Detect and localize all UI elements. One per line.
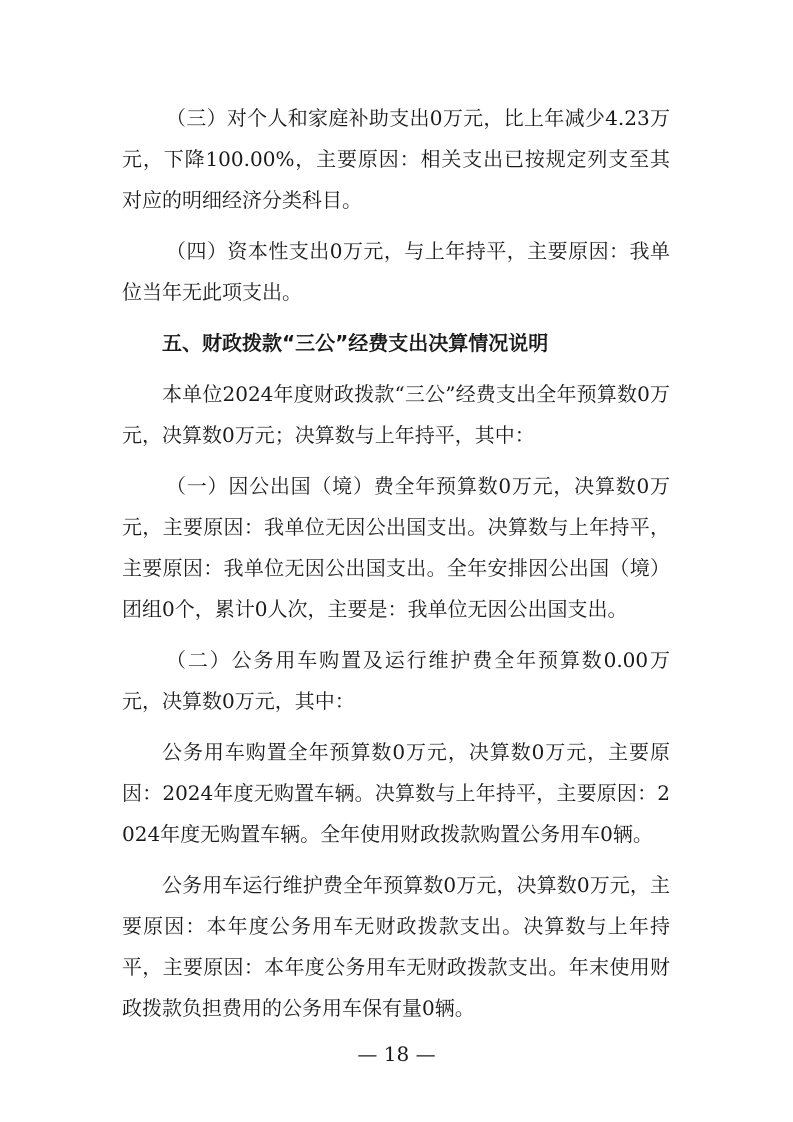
document-body bbox=[122, 98, 670, 1039]
section-heading-three-public: 五、财政拨款“三公”经费支出决算情况说明 bbox=[162, 331, 549, 355]
page-number: — 18 — bbox=[357, 1042, 436, 1066]
paragraph-capital-expenditure: （四）资本性支出0万元，与上年持平，主要原因：我单位当年无此项支出。 bbox=[122, 239, 670, 304]
paragraph-overseas-travel: （一）因公出国（境）费全年预算数0万元，决算数0万元，主要原因：我单位无因公出国支出。决算数与上年持平，主要原因：我单位无因公出国支出。全年安排因公出国（境）团组0个，累计0人次，主要是：我单位无因公出国支出。 bbox=[122, 474, 670, 621]
paragraph-official-vehicle-total: （二）公务用车购置及运行维护费全年预算数0.00万元，决算数0万元，其中： bbox=[122, 648, 670, 713]
paragraph-vehicle-maintenance: 公务用车运行维护费全年预算数0万元，决算数0万元，主要原因：本年度公务用车无财政拨款支出。决算数与上年持平，主要原因：本年度公务用车无财政拨款支出。年末使用财政拨款负担费用的公务用车保有量0辆。 bbox=[122, 873, 670, 1020]
paragraph-vehicle-purchase: 公务用车购置全年预算数0万元，决算数0万元，主要原因：2024年度无购置车辆。决算数与上年持平，主要原因：2024年度无购置车辆。全年使用财政拨款购置公务用车0辆。 bbox=[122, 740, 670, 846]
paragraph-three-public-summary: 本单位2024年度财政拨款“三公”经费支出全年预算数0万元，决算数0万元；决算数与上年持平，其中： bbox=[122, 382, 670, 447]
paragraph-personal-family-subsidy: （三）对个人和家庭补助支出0万元，比上年减少4.23万元，下降100.00%，主要原因：相关支出已按规定列支至其对应的明细经济分类科目。 bbox=[122, 106, 670, 212]
